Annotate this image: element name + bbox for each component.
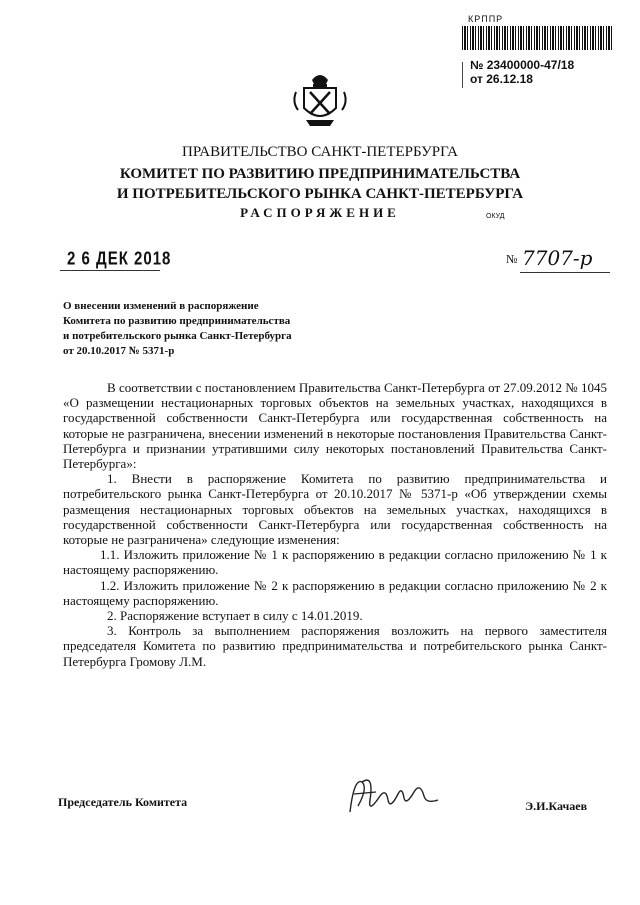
item-2-paragraph: 2. Распоряжение вступает в силу с 14.01.2019. — [107, 608, 363, 624]
government-title: ПРАВИТЕЛЬСТВО САНКТ-ПЕТЕРБУРГА — [182, 144, 458, 160]
committee-title-line2: И ПОТРЕБИТЕЛЬСКОГО РЫНКА САНКТ-ПЕТЕРБУРГА — [116, 186, 524, 202]
item-3-paragraph: 3. Контроль за выполнением распоряжения возложить на первого заместителя председателя Комитета по развитию предпринимательства и потребительского рынка Санкт-Петербурга Громову Л.М. — [63, 623, 607, 669]
registry-date: от 26.12.18 — [470, 72, 533, 86]
signatory-name: Э.И.Качаев — [525, 799, 588, 813]
handwritten-signature-icon — [340, 770, 450, 820]
subject-line: Комитета по развитию предпринимательства — [63, 315, 291, 327]
item-1-1-paragraph: 1.1. Изложить приложение № 1 к распоряжению в редакции согласно приложению № 1 к настоящему распоряжению. — [63, 547, 607, 578]
committee-title-line1: КОМИТЕТ ПО РАЗВИТИЮ ПРЕДПРИНИМАТЕЛЬСТВА — [119, 166, 521, 182]
date-underline — [60, 270, 160, 271]
signatory-title: Председатель Комитета — [58, 795, 188, 809]
number-underline — [520, 272, 610, 273]
subject-line: О внесении изменений в распоряжение — [63, 300, 259, 312]
committee-title — [0, 164, 640, 204]
document-subject — [63, 299, 292, 359]
date-stamp: 2 6 ДЕК 2018 — [67, 248, 172, 270]
item-1-paragraph: 1. Внести в распоряжение Комитета по развитию предпринимательства и потребительского рынка Санкт-Петербурга от 20.10.2017 № 5371-р «Об утверждении схемы размещения нестационарных торговых объектов на земельных участках, находящихся в государственной собственности Санкт-Петербурга или государственная собственность на которые не разграничена» следующие изменения: — [63, 471, 607, 548]
document-body — [63, 380, 607, 669]
preamble-paragraph: В соответствии с постановлением Правительства Санкт-Петербурга от 27.09.2012 № 1045 «О размещении нестационарных торговых объектов на земельных участках, находящихся в государственной собственности Санкт-Петербурга или государственная собственность на которые не разграничена, внесении изменений в некоторые постановления Правительства Санкт-Петербурга и признании утратившими силу некоторых постановлений Правительства Санкт-Петербурга»: — [63, 380, 607, 472]
subject-line: и потребительского рынка Санкт-Петербурга — [63, 330, 292, 342]
registry-label: КРППР — [468, 14, 504, 24]
registry-number: № 23400000-47/18 — [470, 58, 575, 72]
document-type: РАСПОРЯЖЕНИЕ — [240, 205, 400, 220]
barcode-icon — [462, 26, 612, 50]
document-number: 7707-р — [522, 246, 593, 270]
okud-label: ОКУД — [486, 213, 505, 220]
subject-line: от 20.10.2017 № 5371-р — [63, 345, 175, 357]
st-petersburg-coat-of-arms-icon — [290, 68, 350, 130]
margin-mark — [462, 62, 463, 88]
item-1-2-paragraph: 1.2. Изложить приложение № 2 к распоряжению в редакции согласно приложению № 2 к настоящему распоряжению. — [63, 577, 607, 608]
number-prefix: № — [506, 252, 518, 266]
